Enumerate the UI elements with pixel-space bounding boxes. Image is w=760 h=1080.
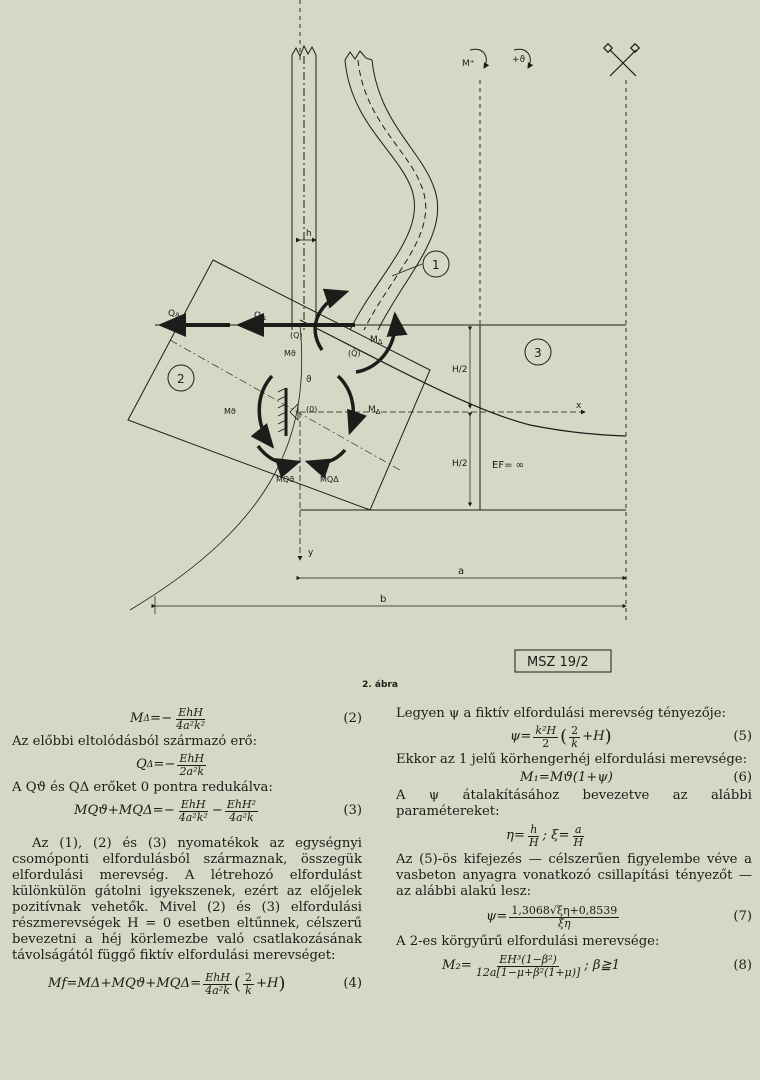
label-m-theta-top: Mϑ <box>284 349 296 358</box>
equation-2: M Δ =− $\frac{\text{EhH}}{\text{4a²k²}}$ (2) <box>130 705 362 732</box>
label-mq-theta: MQϑ <box>276 475 295 484</box>
text-force-intro: Az előbbi eltolódásból származó erő: <box>12 734 258 749</box>
label-2: 2 <box>177 372 185 386</box>
label-q-hat-paren: (Q̂) <box>348 349 361 358</box>
equation-q: Q Δ =− $\frac{\text{EhH}}{\text{2a²k}}$ <box>136 751 205 778</box>
ring-plate-2 <box>128 260 430 510</box>
right-column <box>396 706 752 982</box>
label-q-paren: (Q) <box>290 331 303 340</box>
moment-arc-left-upper <box>259 376 272 446</box>
equation-5: ψ= $\frac{\text{k²H}}{2}$ ( $\frac{2}{k}$ +H ) (5) <box>510 723 752 750</box>
label-3: 3 <box>534 346 542 360</box>
label-mq-delta: MQΔ <box>320 475 339 484</box>
left-column <box>12 706 362 1000</box>
label-q-delta: $Q_\Delta$ <box>254 311 266 322</box>
label-theta-mark: ϑ <box>306 375 312 385</box>
paragraph-stiffness: Az (1), (2) és (3) nyomatékok az egységnyi csomóponti elfordulásból származnak, összegük elfordulási merevség. A létrehozó elfordulást különkülön gátolni igyekszenek, ezért az előjelek pozitívnak vehetők. Mivel (2) és (3) elfordulási részmerevségek H = 0 esetben eltűnnek, célszerű bevezetni a héj körlemezbe való csatlakozásának távolságától függő fiktív elfordulási merevséget: <box>12 836 362 963</box>
moment-arc-bottom-right <box>308 450 345 464</box>
h-label: h <box>306 229 312 239</box>
equation-4: Mf=MΔ+MQϑ+MQΔ = $\frac{\text{EhH}}{\text{4a²k}}$ ( $\frac{2}{k}$ +H ) (4) <box>48 970 362 997</box>
legend-rotation: +ϑ <box>512 55 526 65</box>
text-expression: Az (5)-ös kifejezés — célszerűen figyelembe véve a vasbeton anyagra vonatkozó csillapítási tényezőt — az alábbi alakú lesz: <box>396 852 752 899</box>
label-zero: (0) <box>306 405 318 414</box>
ef-infinity: EF= ∞ <box>492 460 524 471</box>
label-m-delta-mid: $M_\Delta$ <box>368 405 381 416</box>
axis-cross-icon <box>604 44 639 76</box>
text-reduce: A Qϑ és QΔ erőket 0 pontra redukálva: <box>12 780 273 795</box>
text-ring-stiffness: A 2-es körgyűrű elfordulási merevsége: <box>396 934 660 949</box>
dimension-b: b <box>380 594 387 605</box>
label-q-theta: $Q_ϑ$ <box>168 309 180 320</box>
label-m-delta-top: $M_\Delta$ <box>370 335 383 346</box>
label-m-theta-mid: Mϑ <box>224 407 236 416</box>
h-half-top: H/2 <box>452 365 468 375</box>
equation-7: ψ= $\frac{1,3068√\xi\eta+0,8539}{\xi\eta}$ (7) <box>486 903 752 930</box>
standard-stamp: MSZ 19/2 <box>527 655 589 670</box>
moment-arc-bottom-left <box>258 446 298 463</box>
equation-3: MQϑ+MQΔ =− $\frac{\text{EhH}}{\text{4a²k²}}$ − $\frac{\text{EhH²}}{\text{4a²k}}$ (3) <box>74 797 362 824</box>
curved-shell-1 <box>345 51 438 330</box>
x-axis-label: x <box>576 401 582 411</box>
equation-8: M₂= $\frac{\text{EH³(1−β²)}}{\text{12a[1−μ+β²(1+μ)]}}$ ; β≧1 (8) <box>442 952 752 979</box>
deflection-curve <box>300 320 626 436</box>
text-stiffness-1: Ekkor az 1 jelű körhengerhéj elfordulási merevsége: <box>396 752 748 767</box>
y-axis-label: y <box>308 548 314 558</box>
equation-6: M₁=Mϑ(1+ψ) (6) <box>520 770 752 785</box>
h-half-bottom: H/2 <box>452 459 468 469</box>
cylinder-wall <box>292 55 316 330</box>
legend-moment: M⁺ <box>462 59 475 69</box>
dimension-a: a <box>458 566 465 577</box>
text-psi-intro: Legyen ψ a fiktív elfordulási merevség tényezője: <box>396 706 726 721</box>
moment-arc-right-upper <box>338 376 353 432</box>
equation-params: η= $\frac{h}{H}$ ; ξ= $\frac{a}{H}$ <box>506 822 584 849</box>
label-1: 1 <box>432 258 440 272</box>
text-params: A ψ átalakításához bevezetve az alábbi paramétereket: <box>396 788 752 819</box>
figure-caption: 2. ábra <box>362 680 398 690</box>
